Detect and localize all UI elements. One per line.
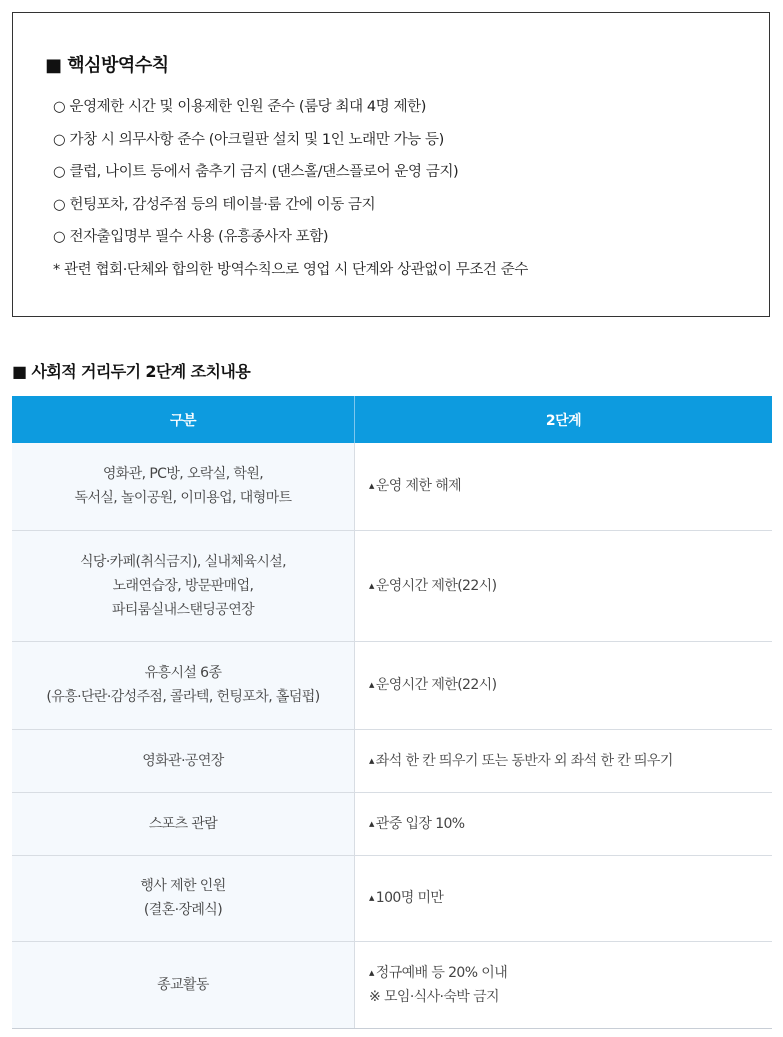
core-rules-title: ■ 핵심방역수칙 <box>45 55 169 76</box>
row-category <box>12 443 355 530</box>
row-measure <box>355 443 773 530</box>
row-category <box>12 941 355 1028</box>
rule-note: * 관련 협회·단체와 합의한 방역수칙으로 영업 시 단계와 상관없이 무조건 준수 <box>53 261 528 278</box>
rule-item: ○ 운영제한 시간 및 이용제한 인원 준수 (룸당 최대 4명 제한) <box>53 99 427 115</box>
row-measure <box>355 855 773 941</box>
category-line: 식당·카페(취식금지), 실내체육시설, <box>79 553 287 570</box>
measure-text: 정규예배 등 20% 이내 <box>375 964 508 981</box>
measure-line <box>369 812 772 836</box>
row-measure <box>355 941 773 1028</box>
measure-text: 운영 제한 해제 <box>375 478 462 495</box>
category-line: (결혼·장례식) <box>143 902 223 918</box>
header-category: 구분 <box>12 396 355 443</box>
measure-text: 좌석 한 칸 띄우기 또는 동반자 외 좌석 한 칸 띄우기 <box>375 752 673 769</box>
table-row <box>12 443 772 530</box>
measure-text: 100명 미만 <box>375 890 444 906</box>
measure-text: 운영시간 제한(22시) <box>375 677 497 693</box>
rule-item: ○ 헌팅포차, 감성주점 등의 테이블·룸 간에 이동 금지 <box>53 196 376 213</box>
row-measure <box>355 530 773 641</box>
row-category <box>12 729 355 792</box>
triangle-bullet-icon: ▲ <box>369 968 374 977</box>
triangle-bullet-icon: ▲ <box>369 482 374 491</box>
measure-text: 운영시간 제한(22시) <box>375 577 497 594</box>
category-line: 유흥시설 6종 <box>144 665 222 681</box>
measure-line <box>369 474 772 498</box>
row-measure <box>355 641 773 729</box>
category-line: 행사 제한 인원 <box>140 878 226 894</box>
table-row <box>12 641 772 729</box>
row-category <box>12 855 355 941</box>
measure-note: ※ 모임·식사·숙박 금지 <box>369 988 499 1005</box>
measure-line <box>369 574 772 598</box>
measure-line <box>369 961 772 985</box>
triangle-bullet-icon: ▲ <box>369 581 374 590</box>
table-row <box>12 941 772 1028</box>
measure-line <box>369 749 772 773</box>
row-measure <box>355 729 773 792</box>
triangle-bullet-icon: ▲ <box>369 681 374 689</box>
measure-line <box>369 673 772 697</box>
header-level2: 2단계 <box>355 396 773 443</box>
category-line: 종교활동 <box>157 976 209 993</box>
triangle-bullet-icon: ▲ <box>369 894 374 902</box>
rule-item: ○ 클럽, 나이트 등에서 춤추기 금지 (댄스홀/댄스플로어 운영 금지) <box>53 164 459 180</box>
category-line: 노래연습장, 방문판매업, <box>112 577 254 594</box>
core-rules-box <box>12 12 770 317</box>
rule-item: ○ 전자출입명부 필수 사용 (유흥종사자 포함) <box>53 229 329 245</box>
table-row <box>12 855 772 941</box>
row-category <box>12 530 355 641</box>
triangle-bullet-icon: ▲ <box>369 819 374 828</box>
category-line: 독서실, 놀이공원, 이미용업, 대형마트 <box>74 490 292 507</box>
measure-line <box>369 886 772 910</box>
table-row <box>12 792 772 855</box>
row-measure <box>355 792 773 855</box>
category-line: (유흥·단란·감성주점, 콜라텍, 헌팅포차, 홀덤펍) <box>46 689 320 705</box>
measures-table <box>12 396 772 1029</box>
category-line: 영화관·공연장 <box>142 752 224 769</box>
triangle-bullet-icon: ▲ <box>369 756 374 765</box>
rule-item: ○ 가창 시 의무사항 준수 (아크릴판 설치 및 1인 노래만 가능 등) <box>53 131 444 148</box>
measure-text: 관중 입장 10% <box>375 815 465 832</box>
row-category <box>12 641 355 729</box>
category-line: 영화관, PC방, 오락실, 학원, <box>102 466 264 483</box>
table-row <box>12 729 772 792</box>
category-line: 스포츠 관람 <box>148 815 218 832</box>
row-category <box>12 792 355 855</box>
table-row <box>12 530 772 641</box>
table-header-row <box>12 396 772 443</box>
category-line: 파티룸실내스탠딩공연장 <box>111 601 255 618</box>
section-title: ■ 사회적 거리두기 2단계 조치내용 <box>12 362 251 381</box>
core-rules-list <box>53 97 528 292</box>
